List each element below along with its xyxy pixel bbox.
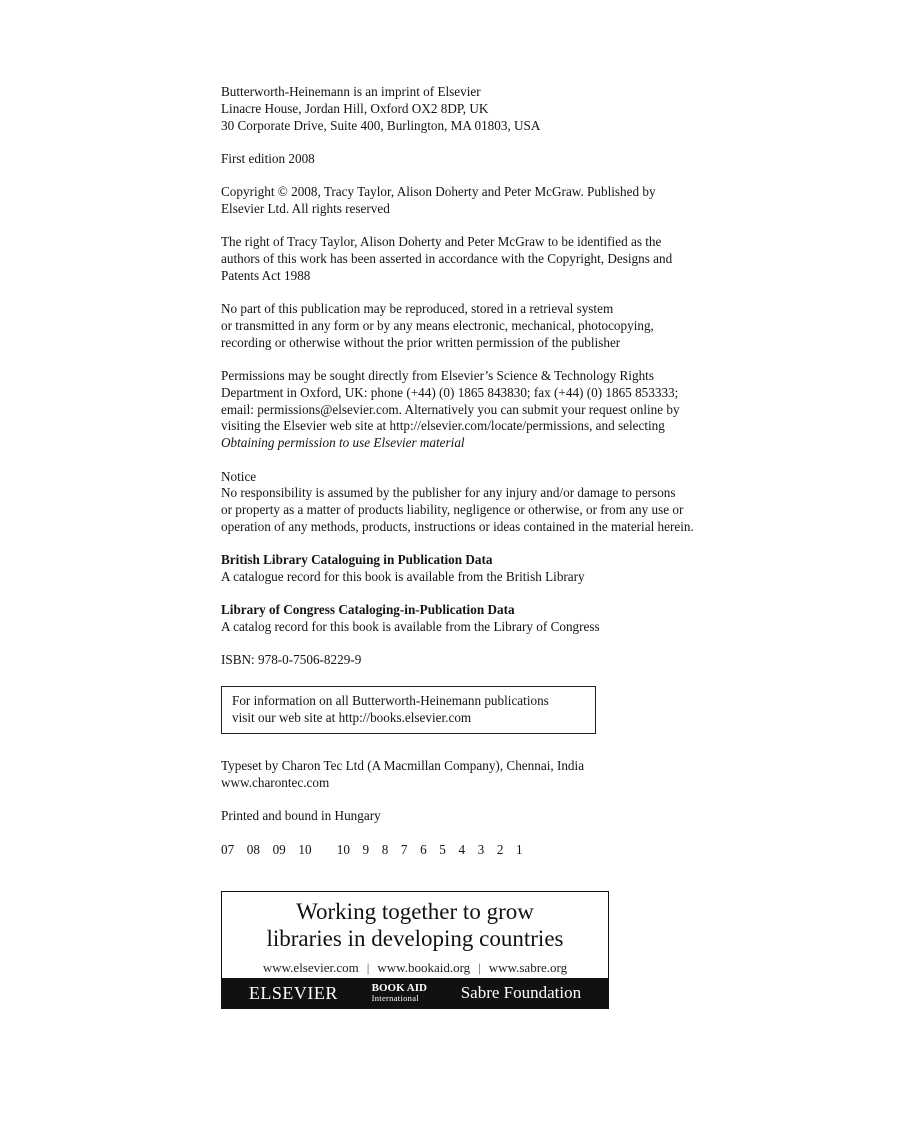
book-aid-banner: [221, 891, 609, 1009]
banner-headline: [222, 898, 608, 952]
info-box: [221, 686, 596, 735]
reproduction-line: recording or otherwise without the prior written permission of the publisher: [221, 334, 621, 350]
typeset-url: www.charontec.com: [221, 775, 330, 791]
reproduction-block: [221, 301, 781, 351]
notice-block: [221, 469, 781, 536]
info-box-link-line: visit our web site at http://books.elsevier.com: [232, 709, 472, 725]
copyright-page: [221, 84, 781, 875]
printed-block: [221, 808, 781, 825]
banner-headline-line-2: libraries in developing countries: [266, 926, 564, 951]
info-box-line: For information on all Butterworth-Heinemann publications: [232, 692, 549, 708]
rights-block: [221, 234, 781, 284]
copyright-line: Copyright © 2008, Tracy Taylor, Alison Doherty and Peter McGraw. Published by: [221, 184, 656, 200]
permissions-block: [221, 368, 781, 452]
imprint-block: [221, 84, 781, 134]
notice-line: No responsibility is assumed by the publisher for any injury and/or damage to persons: [221, 485, 676, 501]
imprint-line: Butterworth-Heinemann is an imprint of Elsevier: [221, 84, 481, 99]
link-separator: |: [478, 960, 481, 975]
typeset-block: [221, 758, 781, 792]
elsevier-logo: ELSEVIER: [248, 982, 338, 1003]
isbn-block: [221, 652, 781, 669]
copyright-block: [221, 184, 781, 218]
british-library-text: A catalogue record for this book is available from the British Library: [221, 569, 585, 585]
printer-key-line: 07 08 09 10 10 9 8 7 6 5 4 3 2 1: [221, 841, 523, 857]
notice-line: or property as a matter of products liability, negligence or otherwise, or from any use or: [221, 502, 684, 518]
british-library-block: [221, 552, 781, 586]
notice-line: operation of any methods, products, instructions or ideas contained in the material herein.: [221, 518, 694, 534]
permissions-line: visiting the Elsevier web site at http://elsevier.com/locate/permissions, and selecting: [221, 418, 665, 434]
british-library-heading: British Library Cataloguing in Publication Data: [221, 552, 493, 568]
copyright-line: Elsevier Ltd. All rights reserved: [221, 200, 390, 216]
banner-logo-bar: [222, 978, 608, 1008]
sabre-link[interactable]: www.sabre.org: [488, 960, 568, 975]
rights-line: The right of Tracy Taylor, Alison Doherty and Peter McGraw to be identified as the: [221, 234, 662, 250]
print-line-block: [221, 842, 781, 859]
banner-links: [222, 960, 608, 976]
banner-headline-line-1: Working together to grow: [296, 899, 534, 924]
link-separator: |: [366, 960, 370, 975]
elsevier-link[interactable]: www.elsevier.com: [262, 960, 359, 975]
edition-text: First edition 2008: [221, 150, 315, 166]
library-of-congress-block: [221, 602, 781, 636]
book-aid-logo-bottom: International: [371, 993, 419, 1003]
isbn-text: ISBN: 978-0-7506-8229-9: [221, 652, 362, 668]
permissions-line: Department in Oxford, UK: phone (+44) (0) 1865 843830; fax (+44) (0) 1865 853333;: [221, 384, 679, 400]
rights-line: Patents Act 1988: [221, 267, 311, 283]
permissions-line: email: permissions@elsevier.com. Alternatively you can submit your request online by: [221, 401, 680, 417]
rights-line: authors of this work has been asserted in accordance with the Copyright, Designs and: [221, 251, 673, 267]
book-aid-logo-top: BOOK AID: [371, 982, 427, 994]
notice-heading: Notice: [221, 468, 257, 484]
library-of-congress-heading: Library of Congress Cataloging-in-Publication Data: [221, 602, 515, 618]
edition-block: [221, 151, 781, 168]
printed-text: Printed and bound in Hungary: [221, 808, 381, 824]
library-of-congress-text: A catalog record for this book is available from the Library of Congress: [221, 619, 600, 635]
typeset-line: Typeset by Charon Tec Ltd (A Macmillan Company), Chennai, India: [221, 758, 585, 774]
reproduction-line: or transmitted in any form or by any means electronic, mechanical, photocopying,: [221, 317, 654, 333]
imprint-line: 30 Corporate Drive, Suite 400, Burlington, MA 01803, USA: [221, 117, 541, 133]
permissions-italic-line: Obtaining permission to use Elsevier material: [221, 435, 465, 451]
permissions-line: Permissions may be sought directly from Elsevier’s Science & Technology Rights: [221, 368, 654, 384]
book-aid-logo: [372, 983, 427, 1003]
reproduction-line: No part of this publication may be reproduced, stored in a retrieval system: [221, 301, 614, 317]
sabre-foundation-logo: Sabre Foundation: [460, 983, 582, 1002]
imprint-line: Linacre House, Jordan Hill, Oxford OX2 8DP, UK: [221, 100, 489, 116]
bookaid-link[interactable]: www.bookaid.org: [377, 960, 471, 975]
